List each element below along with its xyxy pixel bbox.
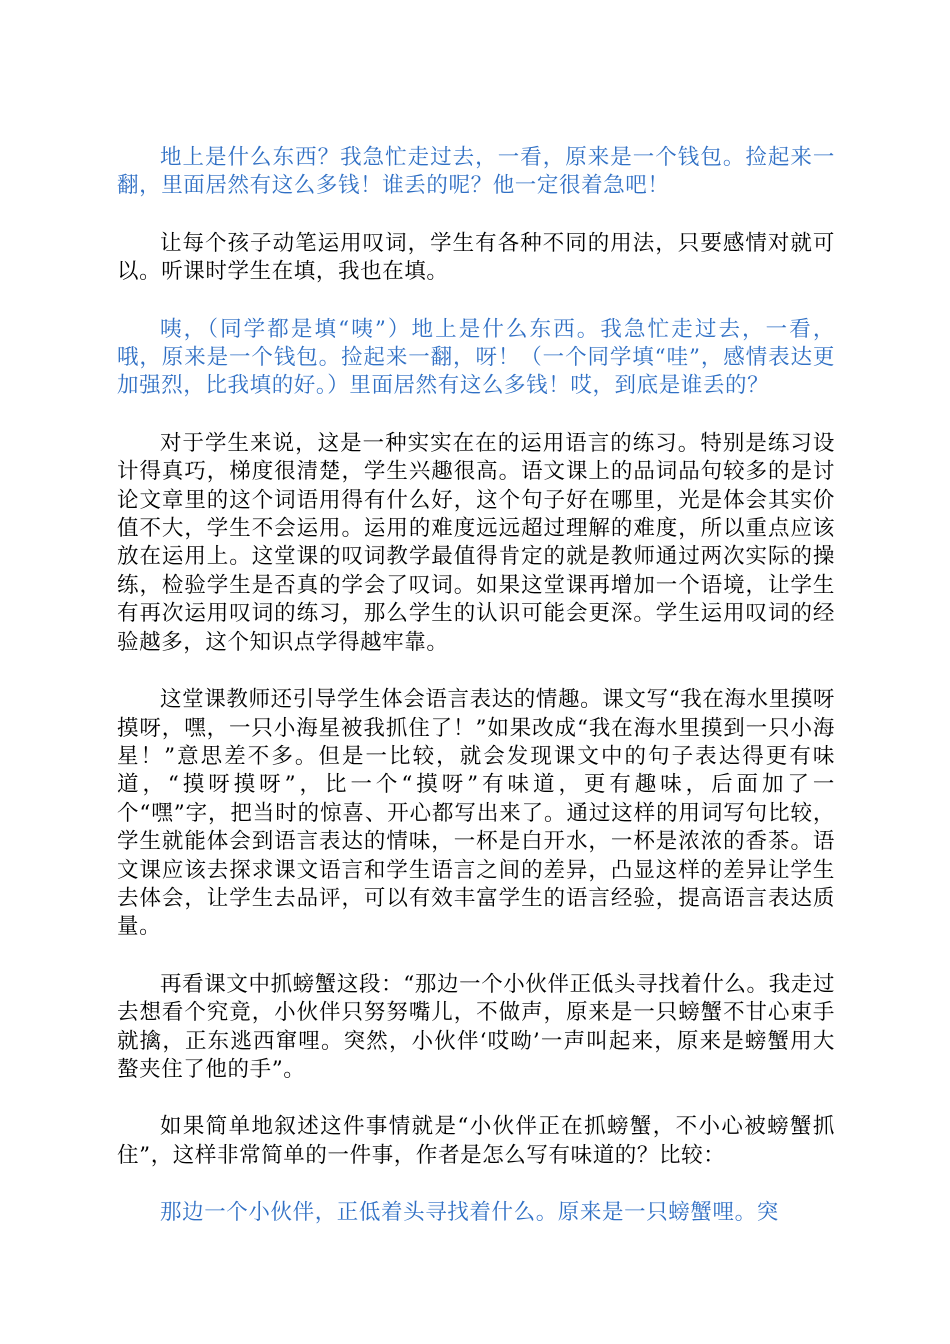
body-paragraph-practice-analysis: 对于学生来说，这是一种实实在在的运用语言的练习。特别是练习设计得真巧，梯度很清楚，学生兴趣很高。语文课上的品词品句较多的是讨论文章里的这个词语用得有什么好，这个句子好在哪里，光是体会其实价值不大，学生不会运用。运用的难度远远超过理解的难度，所以重点应该放在运用上。这堂课的叹词教学最值得肯定的就是教师通过两次实际的操练，检验学生是否真的学会了叹词。如果这堂课再增加一个语境，让学生有再次运用叹词的练习，那么学生的认识可能会更深。学生运用叹词的经验越多，这个知识点学得越牢靠。 [117, 430, 835, 655]
body-paragraph-crab-passage: 再看课文中抓螃蟹这段：“那边一个小伙伴正低头寻找着什么。我走过去想看个究竟，小伙伴只努努嘴儿，不做声，原来是一只螃蟹不甘心束手就擒，正东逃西窜哩。突然，小伙伴‘哎呦’一声叫起来，原来是螃蟹用大螯夹住了他的手”。 [117, 971, 835, 1082]
document-body [117, 144, 835, 1257]
quote-paragraph-wallet: 地上是什么东西？我急忙走过去，一看，原来是一个钱包。捡起来一翻，里面居然有这么多钱！谁丢的呢？他一定很着急吧！ [117, 145, 835, 199]
body-paragraph-simple-narration: 如果简单地叙述这件事情就是“小伙伴正在抓螃蟹，不小心被螃蟹抓住”，这样非常简单的一件事，作者是怎么写有味道的？比较： [117, 1114, 835, 1168]
body-paragraph-interjection-usage: 让每个孩子动笔运用叹词，学生有各种不同的用法，只要感情对就可以。听课时学生在填，我也在填。 [117, 230, 835, 285]
quote-paragraph-filled-interjections: 咦，（同学都是填“咦”）地上是什么东西。我急忙走过去，一看，哦，原来是一个钱包。捡起来一翻，呀！（一个同学填“哇”，感情表达更加强烈，比我填的好。）里面居然有这么多钱！哎，到底是谁丢的？ [117, 316, 835, 399]
quote-paragraph-crab-comparison: 那边一个小伙伴，正低着头寻找着什么。原来是一只螃蟹哩。突 [160, 1200, 779, 1226]
body-paragraph-expression-interest: 这堂课教师还引导学生体会语言表达的情趣。课文写“我在海水里摸呀摸呀，嘿，一只小海星被我抓住了！”如果改成“我在海水里摸到一只小海星！”意思差不多。但是一比较，就会发现课文中的句子表达得更有味道，“摸呀摸呀”，比一个“摸呀”有味道，更有趣味，后面加了一个“嘿”字，把当时的惊喜、开心都写出来了。通过这样的用词写句比较，学生就能体会到语言表达的情味，一杯是白开水，一杯是浓浓的香茶。语文课应该去探求课文语言和学生语言之间的差异，凸显这样的差异让学生去体会，让学生去品评，可以有效丰富学生的语言经验，提高语言表达质量。 [117, 687, 835, 940]
